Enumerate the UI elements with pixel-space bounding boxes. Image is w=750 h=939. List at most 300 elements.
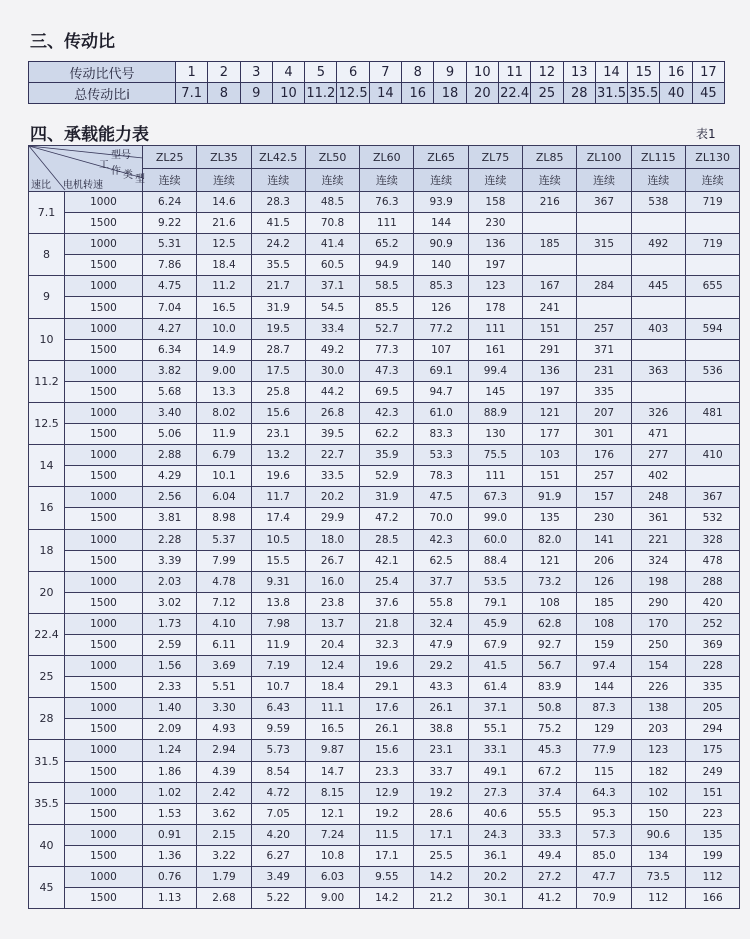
ratio-code-cell: 1 xyxy=(176,62,208,83)
capacity-value-cell: 103 xyxy=(523,445,577,466)
corner-ratio-label: 速比 xyxy=(31,180,51,191)
capacity-value-cell: 481 xyxy=(685,402,739,423)
capacity-table-container xyxy=(28,145,740,909)
ratio-group-cell: 45 xyxy=(29,867,65,909)
capacity-value-cell: 4.78 xyxy=(197,571,251,592)
capacity-value-cell: 79.1 xyxy=(468,592,522,613)
capacity-value-cell: 145 xyxy=(468,381,522,402)
capacity-value-cell: 13.7 xyxy=(305,613,359,634)
capacity-value-cell: 257 xyxy=(577,318,631,339)
capacity-value-cell: 158 xyxy=(468,192,522,213)
capacity-value-cell: 78.3 xyxy=(414,466,468,487)
capacity-value-cell: 28.3 xyxy=(251,192,305,213)
ratio-table xyxy=(28,61,725,104)
capacity-value-cell: 154 xyxy=(631,656,685,677)
capacity-value-cell: 67.3 xyxy=(468,487,522,508)
capacity-value-cell: 20.4 xyxy=(305,634,359,655)
capacity-value-cell xyxy=(577,297,631,318)
capacity-value-cell: 52.9 xyxy=(360,466,414,487)
capacity-value-cell: 29.1 xyxy=(360,677,414,698)
capacity-value-cell: 41.5 xyxy=(251,213,305,234)
table-label: 表1 xyxy=(696,127,716,141)
capacity-value-cell: 67.9 xyxy=(468,634,522,655)
capacity-value-cell xyxy=(685,466,739,487)
capacity-value-cell: 58.5 xyxy=(360,276,414,297)
capacity-value-cell: 13.3 xyxy=(197,381,251,402)
capacity-value-cell: 2.33 xyxy=(143,677,197,698)
ratio-value-cell: 45 xyxy=(692,83,724,104)
capacity-table xyxy=(28,145,740,909)
capacity-value-cell: 134 xyxy=(631,845,685,866)
capacity-value-cell: 326 xyxy=(631,402,685,423)
capacity-value-cell: 76.3 xyxy=(360,192,414,213)
capacity-value-cell: 9.00 xyxy=(197,360,251,381)
capacity-value-cell: 1.36 xyxy=(143,845,197,866)
table-row xyxy=(29,656,740,677)
capacity-value-cell: 7.12 xyxy=(197,592,251,613)
capacity-value-cell: 594 xyxy=(685,318,739,339)
capacity-value-cell: 11.7 xyxy=(251,487,305,508)
ratio-group-cell: 8 xyxy=(29,234,65,276)
model-header-cell: ZL42.5 xyxy=(251,146,305,169)
motor-speed-cell: 1500 xyxy=(65,803,143,824)
capacity-value-cell: 47.9 xyxy=(414,634,468,655)
capacity-value-cell: 241 xyxy=(523,297,577,318)
capacity-value-cell: 40.6 xyxy=(468,803,522,824)
ratio-value-cell: 9 xyxy=(240,83,272,104)
capacity-value-cell: 9.22 xyxy=(143,213,197,234)
work-type-cell: 连续 xyxy=(360,169,414,192)
capacity-value-cell: 121 xyxy=(523,402,577,423)
capacity-value-cell: 5.31 xyxy=(143,234,197,255)
capacity-value-cell: 4.29 xyxy=(143,466,197,487)
capacity-value-cell: 47.2 xyxy=(360,508,414,529)
model-header-cell: ZL85 xyxy=(523,146,577,169)
ratio-value-cell: 7.1 xyxy=(176,83,208,104)
capacity-value-cell: 11.2 xyxy=(197,276,251,297)
ratio-code-cell: 2 xyxy=(208,62,240,83)
capacity-value-cell: 1.79 xyxy=(197,867,251,888)
capacity-value-cell: 26.1 xyxy=(360,719,414,740)
ratio-value-cell: 11.2 xyxy=(305,83,337,104)
capacity-value-cell: 199 xyxy=(685,845,739,866)
table-row xyxy=(29,424,740,445)
capacity-value-cell: 301 xyxy=(577,424,631,445)
capacity-value-cell: 335 xyxy=(577,381,631,402)
capacity-value-cell: 6.11 xyxy=(197,634,251,655)
capacity-value-cell: 6.34 xyxy=(143,339,197,360)
capacity-value-cell: 7.99 xyxy=(197,550,251,571)
capacity-value-cell: 47.3 xyxy=(360,360,414,381)
capacity-value-cell: 85.3 xyxy=(414,276,468,297)
capacity-value-cell: 315 xyxy=(577,234,631,255)
capacity-value-cell: 69.1 xyxy=(414,360,468,381)
ratio-code-cell: 7 xyxy=(369,62,401,83)
capacity-value-cell: 11.5 xyxy=(360,824,414,845)
motor-speed-cell: 1000 xyxy=(65,698,143,719)
capacity-value-cell: 182 xyxy=(631,761,685,782)
capacity-value-cell: 31.9 xyxy=(251,297,305,318)
capacity-value-cell: 532 xyxy=(685,508,739,529)
capacity-value-cell: 3.69 xyxy=(197,656,251,677)
corner-work-label: 工 xyxy=(99,160,109,171)
capacity-value-cell: 77.9 xyxy=(577,740,631,761)
capacity-value-cell: 26.1 xyxy=(414,698,468,719)
capacity-value-cell xyxy=(631,297,685,318)
motor-speed-cell: 1000 xyxy=(65,487,143,508)
table-row xyxy=(29,782,740,803)
table-row xyxy=(29,592,740,613)
capacity-value-cell: 29.9 xyxy=(305,508,359,529)
capacity-value-cell: 108 xyxy=(577,613,631,634)
capacity-value-cell: 6.27 xyxy=(251,845,305,866)
capacity-value-cell: 55.8 xyxy=(414,592,468,613)
ratio-value-cell: 25 xyxy=(531,83,563,104)
capacity-value-cell: 207 xyxy=(577,402,631,423)
capacity-value-cell: 13.2 xyxy=(251,445,305,466)
capacity-value-cell: 7.05 xyxy=(251,803,305,824)
motor-speed-cell: 1500 xyxy=(65,297,143,318)
capacity-value-cell: 17.1 xyxy=(414,824,468,845)
capacity-value-cell: 170 xyxy=(631,613,685,634)
motor-speed-cell: 1500 xyxy=(65,255,143,276)
capacity-value-cell: 55.1 xyxy=(468,719,522,740)
capacity-value-cell: 150 xyxy=(631,803,685,824)
capacity-value-cell: 177 xyxy=(523,424,577,445)
motor-speed-cell: 1500 xyxy=(65,339,143,360)
capacity-value-cell: 3.30 xyxy=(197,698,251,719)
capacity-value-cell: 36.1 xyxy=(468,845,522,866)
ratio-code-cell: 15 xyxy=(628,62,660,83)
capacity-value-cell: 38.8 xyxy=(414,719,468,740)
capacity-value-cell: 14.7 xyxy=(305,761,359,782)
capacity-value-cell: 25.5 xyxy=(414,845,468,866)
ratio-code-cell: 10 xyxy=(466,62,498,83)
capacity-value-cell: 37.6 xyxy=(360,592,414,613)
ratio-group-cell: 22.4 xyxy=(29,613,65,655)
capacity-value-cell: 27.3 xyxy=(468,782,522,803)
capacity-value-cell: 14.9 xyxy=(197,339,251,360)
capacity-value-cell: 9.55 xyxy=(360,867,414,888)
motor-speed-cell: 1000 xyxy=(65,192,143,213)
capacity-value-cell: 14.6 xyxy=(197,192,251,213)
capacity-value-cell: 10.0 xyxy=(197,318,251,339)
capacity-value-cell: 37.7 xyxy=(414,571,468,592)
capacity-value-cell: 206 xyxy=(577,550,631,571)
capacity-value-cell xyxy=(577,255,631,276)
ratio-code-cell: 11 xyxy=(498,62,530,83)
capacity-value-cell: 11.9 xyxy=(197,424,251,445)
capacity-value-cell: 26.8 xyxy=(305,402,359,423)
capacity-value-cell: 18.4 xyxy=(305,677,359,698)
ratio-value-cell: 14 xyxy=(369,83,401,104)
capacity-value-cell: 90.6 xyxy=(631,824,685,845)
capacity-value-cell: 6.43 xyxy=(251,698,305,719)
ratio-group-cell: 12.5 xyxy=(29,402,65,444)
capacity-value-cell: 111 xyxy=(468,318,522,339)
capacity-value-cell: 45.3 xyxy=(523,740,577,761)
table-row xyxy=(29,613,740,634)
capacity-value-cell: 367 xyxy=(577,192,631,213)
capacity-value-cell: 83.3 xyxy=(414,424,468,445)
capacity-value-cell: 363 xyxy=(631,360,685,381)
table-row xyxy=(29,276,740,297)
ratio-group-cell: 9 xyxy=(29,276,65,318)
capacity-value-cell: 85.0 xyxy=(577,845,631,866)
capacity-value-cell: 32.4 xyxy=(414,613,468,634)
capacity-value-cell: 8.98 xyxy=(197,508,251,529)
motor-speed-cell: 1500 xyxy=(65,381,143,402)
capacity-value-cell xyxy=(523,255,577,276)
capacity-value-cell: 250 xyxy=(631,634,685,655)
capacity-value-cell: 17.6 xyxy=(360,698,414,719)
capacity-value-cell: 26.7 xyxy=(305,550,359,571)
capacity-value-cell: 1.13 xyxy=(143,888,197,909)
capacity-value-cell xyxy=(685,255,739,276)
table-row xyxy=(29,213,740,234)
capacity-value-cell: 0.76 xyxy=(143,867,197,888)
ratio-value-cell: 16 xyxy=(402,83,434,104)
capacity-value-cell: 324 xyxy=(631,550,685,571)
table-row xyxy=(29,508,740,529)
table-row xyxy=(29,445,740,466)
capacity-value-cell: 11.9 xyxy=(251,634,305,655)
capacity-value-cell: 102 xyxy=(631,782,685,803)
work-type-cell: 连续 xyxy=(251,169,305,192)
capacity-value-cell: 17.1 xyxy=(360,845,414,866)
motor-speed-cell: 1500 xyxy=(65,466,143,487)
ratio-group-cell: 18 xyxy=(29,529,65,571)
capacity-value-cell: 82.0 xyxy=(523,529,577,550)
capacity-value-cell: 45.9 xyxy=(468,613,522,634)
capacity-value-cell: 5.37 xyxy=(197,529,251,550)
motor-speed-cell: 1000 xyxy=(65,276,143,297)
capacity-value-cell xyxy=(631,381,685,402)
capacity-value-cell: 221 xyxy=(631,529,685,550)
capacity-value-cell: 7.19 xyxy=(251,656,305,677)
motor-speed-cell: 1500 xyxy=(65,761,143,782)
capacity-value-cell: 16.5 xyxy=(197,297,251,318)
capacity-value-cell: 1.73 xyxy=(143,613,197,634)
capacity-value-cell: 2.88 xyxy=(143,445,197,466)
capacity-value-cell: 140 xyxy=(414,255,468,276)
corner-type-label: 类 xyxy=(123,170,133,181)
capacity-value-cell: 4.39 xyxy=(197,761,251,782)
capacity-value-cell: 33.7 xyxy=(414,761,468,782)
capacity-value-cell: 50.8 xyxy=(523,698,577,719)
model-header-row xyxy=(29,146,740,169)
corner-type2-label: 型 xyxy=(135,174,145,185)
capacity-value-cell: 112 xyxy=(685,867,739,888)
table-row xyxy=(29,803,740,824)
capacity-value-cell: 49.2 xyxy=(305,339,359,360)
ratio-group-cell: 25 xyxy=(29,656,65,698)
capacity-value-cell: 28.5 xyxy=(360,529,414,550)
capacity-value-cell: 4.72 xyxy=(251,782,305,803)
ratio-value-cell: 10 xyxy=(272,83,304,104)
ratio-group-cell: 10 xyxy=(29,318,65,360)
ratio-group-cell: 14 xyxy=(29,445,65,487)
work-type-cell: 连续 xyxy=(577,169,631,192)
capacity-value-cell: 249 xyxy=(685,761,739,782)
capacity-value-cell: 27.2 xyxy=(523,867,577,888)
motor-speed-cell: 1000 xyxy=(65,782,143,803)
motor-speed-cell: 1000 xyxy=(65,571,143,592)
capacity-value-cell: 8.15 xyxy=(305,782,359,803)
capacity-value-cell: 420 xyxy=(685,592,739,613)
capacity-value-cell: 31.9 xyxy=(360,487,414,508)
capacity-value-cell: 61.4 xyxy=(468,677,522,698)
table-row xyxy=(29,845,740,866)
capacity-value-cell: 157 xyxy=(577,487,631,508)
motor-speed-cell: 1500 xyxy=(65,677,143,698)
capacity-value-cell: 203 xyxy=(631,719,685,740)
capacity-value-cell: 5.51 xyxy=(197,677,251,698)
ratio-group-cell: 40 xyxy=(29,824,65,866)
ratio-value-cell: 18 xyxy=(434,83,466,104)
work-type-cell: 连续 xyxy=(414,169,468,192)
capacity-value-cell: 73.2 xyxy=(523,571,577,592)
table-row xyxy=(29,719,740,740)
capacity-value-cell: 655 xyxy=(685,276,739,297)
ratio-code-row xyxy=(29,62,725,83)
table-row xyxy=(29,550,740,571)
capacity-value-cell: 2.15 xyxy=(197,824,251,845)
motor-speed-cell: 1000 xyxy=(65,402,143,423)
capacity-value-cell: 9.59 xyxy=(251,719,305,740)
capacity-value-cell: 161 xyxy=(468,339,522,360)
capacity-value-cell: 53.3 xyxy=(414,445,468,466)
capacity-value-cell: 4.20 xyxy=(251,824,305,845)
capacity-value-cell: 29.2 xyxy=(414,656,468,677)
capacity-value-cell: 4.93 xyxy=(197,719,251,740)
capacity-value-cell: 136 xyxy=(468,234,522,255)
capacity-value-cell: 492 xyxy=(631,234,685,255)
capacity-value-cell: 3.39 xyxy=(143,550,197,571)
capacity-value-cell: 144 xyxy=(414,213,468,234)
capacity-value-cell: 15.5 xyxy=(251,550,305,571)
capacity-value-cell: 228 xyxy=(685,656,739,677)
capacity-value-cell: 3.81 xyxy=(143,508,197,529)
capacity-value-cell: 32.3 xyxy=(360,634,414,655)
motor-speed-cell: 1000 xyxy=(65,740,143,761)
capacity-value-cell: 6.24 xyxy=(143,192,197,213)
capacity-value-cell: 159 xyxy=(577,634,631,655)
ratio-group-cell: 31.5 xyxy=(29,740,65,782)
ratio-value-cell: 22.4 xyxy=(498,83,530,104)
work-type-cell: 连续 xyxy=(685,169,739,192)
capacity-value-cell: 5.22 xyxy=(251,888,305,909)
capacity-value-cell: 402 xyxy=(631,466,685,487)
motor-speed-cell: 1500 xyxy=(65,550,143,571)
model-header-cell: ZL65 xyxy=(414,146,468,169)
capacity-value-cell: 20.2 xyxy=(468,867,522,888)
ratio-code-cell: 6 xyxy=(337,62,369,83)
capacity-value-cell: 56.7 xyxy=(523,656,577,677)
capacity-value-cell: 14.2 xyxy=(414,867,468,888)
ratio-value-cell: 12.5 xyxy=(337,83,369,104)
capacity-value-cell: 197 xyxy=(523,381,577,402)
model-header-cell: ZL50 xyxy=(305,146,359,169)
capacity-value-cell: 54.5 xyxy=(305,297,359,318)
capacity-value-cell: 21.8 xyxy=(360,613,414,634)
capacity-value-cell: 70.0 xyxy=(414,508,468,529)
capacity-value-cell xyxy=(631,339,685,360)
capacity-value-cell: 48.5 xyxy=(305,192,359,213)
capacity-value-cell: 73.5 xyxy=(631,867,685,888)
capacity-value-cell: 21.6 xyxy=(197,213,251,234)
capacity-value-cell: 41.2 xyxy=(523,888,577,909)
capacity-value-cell: 230 xyxy=(577,508,631,529)
capacity-value-cell: 75.2 xyxy=(523,719,577,740)
ratio-group-cell: 20 xyxy=(29,571,65,613)
capacity-value-cell: 18.0 xyxy=(305,529,359,550)
capacity-value-cell: 328 xyxy=(685,529,739,550)
capacity-value-cell: 10.8 xyxy=(305,845,359,866)
capacity-value-cell: 49.4 xyxy=(523,845,577,866)
work-type-cell: 连续 xyxy=(631,169,685,192)
capacity-value-cell: 198 xyxy=(631,571,685,592)
corner-work2-label: 作 xyxy=(111,166,121,177)
model-header-cell: ZL115 xyxy=(631,146,685,169)
table-row xyxy=(29,888,740,909)
capacity-value-cell: 151 xyxy=(685,782,739,803)
capacity-value-cell: 231 xyxy=(577,360,631,381)
capacity-value-cell: 2.03 xyxy=(143,571,197,592)
capacity-value-cell: 471 xyxy=(631,424,685,445)
ratio-value-cell: 28 xyxy=(563,83,595,104)
motor-speed-cell: 1000 xyxy=(65,360,143,381)
capacity-value-cell: 47.5 xyxy=(414,487,468,508)
capacity-value-cell xyxy=(685,424,739,445)
capacity-value-cell: 216 xyxy=(523,192,577,213)
work-type-cell: 连续 xyxy=(305,169,359,192)
capacity-value-cell: 123 xyxy=(468,276,522,297)
capacity-value-cell: 135 xyxy=(685,824,739,845)
capacity-value-cell: 248 xyxy=(631,487,685,508)
capacity-value-cell: 1.40 xyxy=(143,698,197,719)
capacity-value-cell: 65.2 xyxy=(360,234,414,255)
capacity-value-cell: 91.9 xyxy=(523,487,577,508)
capacity-value-cell: 123 xyxy=(631,740,685,761)
model-header-cell: ZL130 xyxy=(685,146,739,169)
ratio-value-cell: 31.5 xyxy=(595,83,627,104)
capacity-value-cell: 223 xyxy=(685,803,739,824)
capacity-value-cell: 37.1 xyxy=(468,698,522,719)
capacity-value-cell: 25.8 xyxy=(251,381,305,402)
capacity-value-cell: 62.2 xyxy=(360,424,414,445)
capacity-value-cell: 252 xyxy=(685,613,739,634)
table-row xyxy=(29,824,740,845)
capacity-value-cell: 167 xyxy=(523,276,577,297)
motor-speed-cell: 1500 xyxy=(65,424,143,445)
capacity-value-cell: 719 xyxy=(685,234,739,255)
capacity-value-cell: 4.27 xyxy=(143,318,197,339)
motor-speed-cell: 1000 xyxy=(65,234,143,255)
capacity-value-cell: 43.3 xyxy=(414,677,468,698)
motor-speed-cell: 1500 xyxy=(65,592,143,613)
table-row xyxy=(29,487,740,508)
table-row xyxy=(29,360,740,381)
capacity-value-cell: 41.4 xyxy=(305,234,359,255)
capacity-value-cell: 64.3 xyxy=(577,782,631,803)
ratio-value-cell: 8 xyxy=(208,83,240,104)
capacity-value-cell: 7.98 xyxy=(251,613,305,634)
capacity-value-cell: 288 xyxy=(685,571,739,592)
capacity-value-cell: 42.3 xyxy=(360,402,414,423)
capacity-value-cell: 126 xyxy=(577,571,631,592)
table-row xyxy=(29,698,740,719)
